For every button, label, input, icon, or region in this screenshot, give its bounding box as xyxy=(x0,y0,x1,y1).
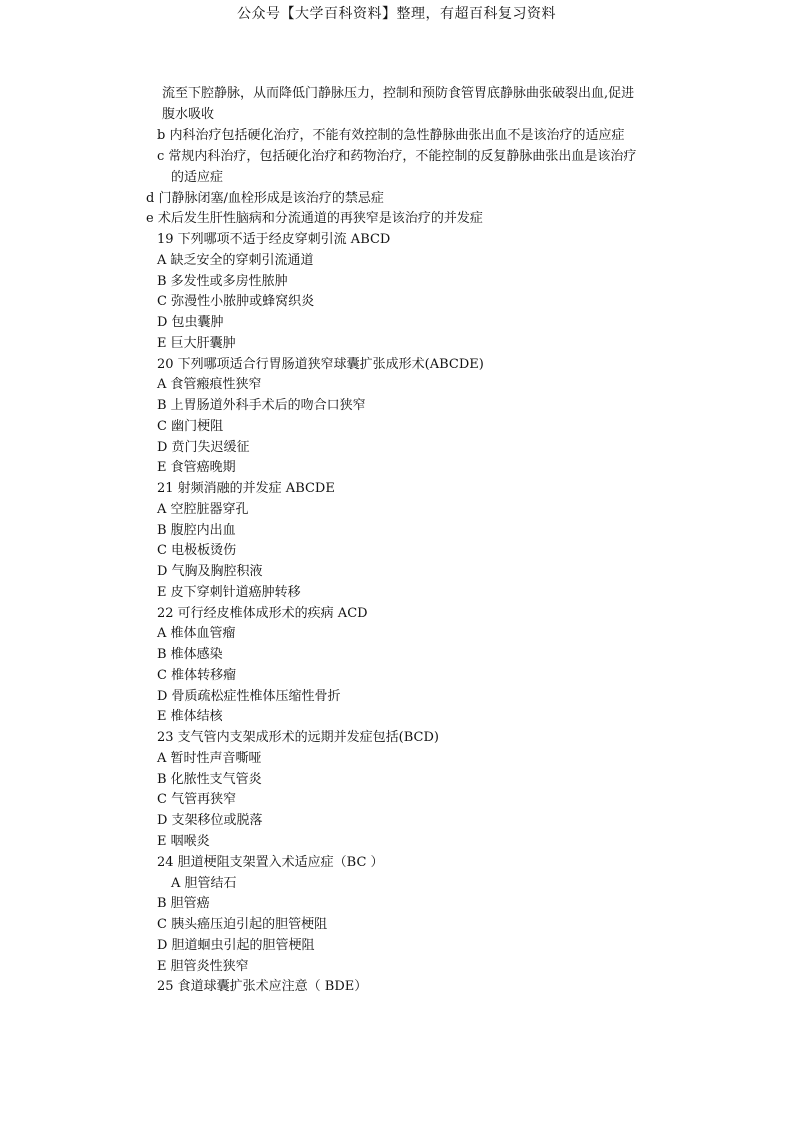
question-title: 25 食道球囊扩张术应注意（ BDE） xyxy=(157,979,368,994)
question-title: 24 胆道梗阻支架置入术适应症（BC ） xyxy=(157,855,384,870)
question-title: 21 射频消融的并发症 ABCDE xyxy=(157,481,335,496)
answer-option: E 咽喉炎 xyxy=(157,834,210,849)
answer-option: A 暂时性声音嘶哑 xyxy=(157,751,262,766)
answer-option: A 空腔脏器穿孔 xyxy=(157,502,249,517)
answer-option: C 椎体转移瘤 xyxy=(157,668,237,683)
answer-option: D 骨质疏松症性椎体压缩性骨折 xyxy=(157,689,341,704)
answer-option: B 上胃肠道外科手术后的吻合口狭窄 xyxy=(157,398,366,413)
answer-option: A 椎体血管瘤 xyxy=(157,626,236,641)
answer-option: D 气胸及胸腔积液 xyxy=(157,564,263,579)
question-title: 20 下列哪项适合行胃肠道狭窄球囊扩张成形术(ABCDE) xyxy=(157,357,484,372)
answer-option: A 食管瘢痕性狭窄 xyxy=(157,377,262,392)
answer-option: E 巨大肝囊肿 xyxy=(157,336,236,351)
text-line: c 常规内科治疗，包括硬化治疗和药物治疗，不能控制的反复静脉曲张出血是该治疗 xyxy=(157,149,637,164)
text-line: d 门静脉闭塞/血栓形成是该治疗的禁忌症 xyxy=(146,191,384,206)
question-title: 19 下列哪项不适于经皮穿刺引流 ABCD xyxy=(157,232,391,247)
answer-option: E 食管癌晚期 xyxy=(157,460,236,475)
answer-option: A 胆管结石 xyxy=(171,876,237,891)
answer-option: B 化脓性支气管炎 xyxy=(157,772,262,787)
text-line: 腹水吸收 xyxy=(162,107,215,122)
answer-option: D 支架移位或脱落 xyxy=(157,813,263,828)
answer-option: D 包虫囊肿 xyxy=(157,315,224,330)
answer-option: E 胆管炎性狭窄 xyxy=(157,959,249,974)
answer-option: C 电极板烫伤 xyxy=(157,543,237,558)
answer-option: E 椎体结核 xyxy=(157,709,223,724)
text-line: b 内科治疗包括硬化治疗，不能有效控制的急性静脉曲张出血不是该治疗的适应症 xyxy=(157,128,625,143)
question-title: 23 支气管内支架成形术的远期并发症包括(BCD) xyxy=(157,730,439,745)
text-line: 流至下腔静脉，从而降低门静脉压力，控制和预防食管胃底静脉曲张破裂出血,促进 xyxy=(162,86,635,101)
answer-option: B 椎体感染 xyxy=(157,647,223,662)
answer-option: B 胆管癌 xyxy=(157,896,210,911)
answer-option: D 胆道蛔虫引起的胆管梗阻 xyxy=(157,938,315,953)
answer-option: C 胰头癌压迫引起的胆管梗阻 xyxy=(157,917,328,932)
answer-option: C 弥漫性小脓肿或蜂窝织炎 xyxy=(157,294,315,309)
page-header: 公众号【大学百科资料】整理，有超百科复习资料 xyxy=(237,6,556,22)
text-line: e 术后发生肝性脑病和分流通道的再狭窄是该治疗的并发症 xyxy=(146,211,483,226)
answer-option: C 幽门梗阻 xyxy=(157,419,224,434)
answer-option: A 缺乏安全的穿刺引流通道 xyxy=(157,253,314,268)
answer-option: B 腹腔内出血 xyxy=(157,523,236,538)
answer-option: C 气管再狭窄 xyxy=(157,792,237,807)
text-line: 的适应症 xyxy=(171,170,224,185)
answer-option: E 皮下穿刺针道癌肿转移 xyxy=(157,585,301,600)
answer-option: B 多发性或多房性脓肿 xyxy=(157,274,288,289)
answer-option: D 贲门失迟缓征 xyxy=(157,440,250,455)
question-title: 22 可行经皮椎体成形术的疾病 ACD xyxy=(157,606,368,621)
